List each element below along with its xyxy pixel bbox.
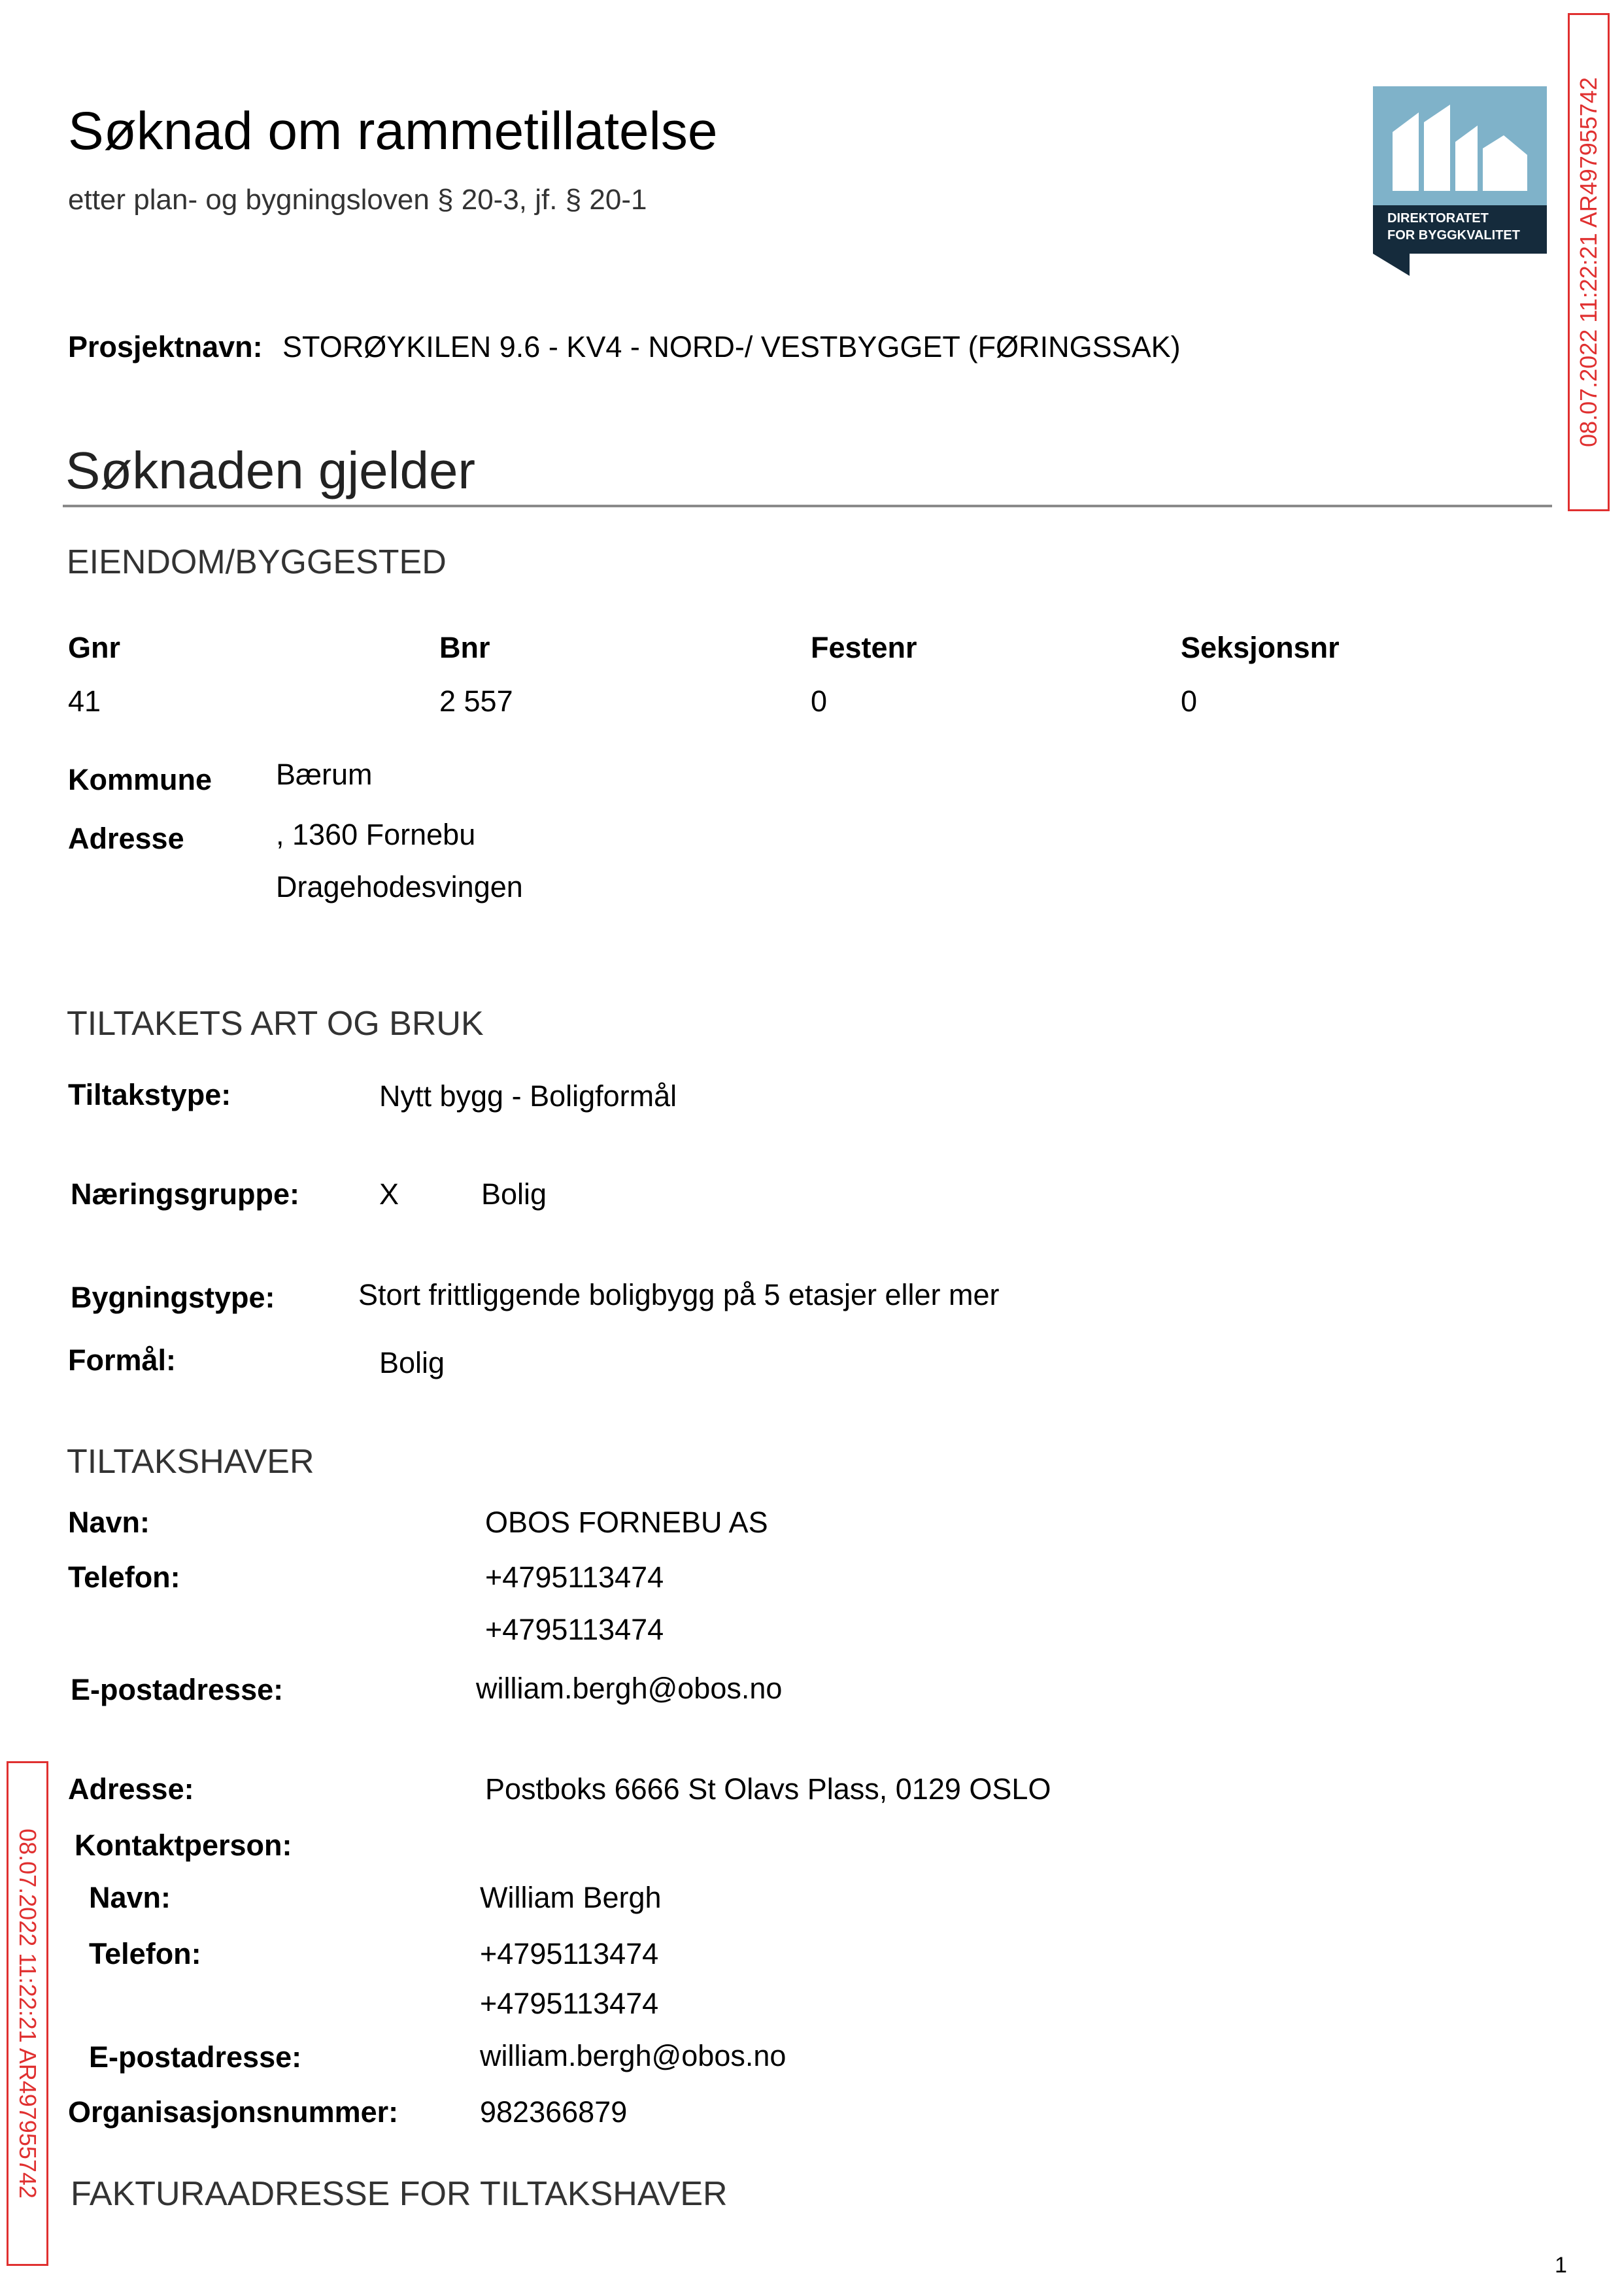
logo-line-2: FOR BYGGKVALITET (1387, 228, 1520, 243)
adresse-label: Adresse (68, 822, 184, 855)
project-label: Prosjektnavn: (68, 330, 263, 363)
th-telefon-label: Telefon: (68, 1560, 180, 1594)
orgnr-value: 982366879 (480, 2095, 628, 2129)
receipt-stamp-top-right (1568, 13, 1610, 511)
kp-telefon-2: +4795113474 (480, 1987, 659, 2020)
logo-line-1: DIREKTORATET (1387, 211, 1489, 226)
naeringsgruppe-label: Næringsgruppe: (71, 1177, 300, 1211)
kp-telefon-1: +4795113474 (480, 1937, 659, 1970)
document-subtitle: etter plan- og bygningsloven § 20-3, jf. § 20-1 (68, 184, 647, 216)
naeringsgruppe-code: X (379, 1177, 399, 1211)
th-navn-label: Navn: (68, 1506, 150, 1539)
document-title: Søknad om rammetillatelse (68, 101, 718, 161)
th-telefon-1: +4795113474 (485, 1560, 664, 1594)
th-adresse-value: Postboks 6666 St Olavs Plass, 0129 OSLO (485, 1772, 1051, 1806)
stamp-text-left: 08.07.2022 11:22:21 AR497955742 (14, 1829, 42, 2199)
formal-value: Bolig (379, 1346, 445, 1379)
kontaktperson-label: Kontaktperson: (75, 1829, 292, 1862)
bnr-label: Bnr (439, 631, 490, 664)
kp-navn-value: William Bergh (480, 1881, 662, 1914)
kp-epost-label: E-postadresse: (89, 2040, 302, 2074)
page-number: 1 (1555, 2253, 1567, 2278)
tiltakshaver-heading: TILTAKSHAVER (67, 1443, 314, 1481)
naeringsgruppe-value: Bolig (481, 1177, 547, 1211)
orgnr-label: Organisasjonsnummer: (68, 2095, 399, 2129)
adresse-line-2: Dragehodesvingen (276, 870, 523, 903)
adresse-line-1: , 1360 Fornebu (276, 818, 476, 851)
festenr-label: Festenr (811, 631, 917, 664)
th-epost-value: william.bergh@obos.no (476, 1672, 783, 1705)
section-title: Søknaden gjelder (65, 441, 476, 499)
seksjonsnr-value: 0 (1181, 684, 1198, 718)
bygningstype-value: Stort frittliggende boligbygg på 5 etasjer eller mer (358, 1278, 1000, 1311)
gnr-label: Gnr (68, 631, 121, 664)
th-telefon-2: +4795113474 (485, 1613, 664, 1646)
th-navn-value: OBOS FORNEBU AS (485, 1506, 768, 1539)
th-adresse-label: Adresse: (68, 1772, 194, 1806)
gnr-value: 41 (68, 684, 101, 718)
kommune-label: Kommune (68, 763, 212, 796)
dibk-logo-icon (1373, 86, 1547, 276)
bygningstype-label: Bygningstype: (71, 1281, 275, 1314)
formal-label: Formål: (68, 1343, 177, 1377)
th-epost-label: E-postadresse: (71, 1673, 284, 1706)
receipt-stamp-left (7, 1761, 48, 2266)
stamp-text-top: 08.07.2022 11:22:21 AR497955742 (1575, 77, 1602, 447)
project-value: STORØYKILEN 9.6 - KV4 - NORD-/ VESTBYGGET (FØRINGSSAK) (282, 330, 1181, 363)
kp-navn-label: Navn: (89, 1881, 171, 1914)
seksjonsnr-label: Seksjonsnr (1181, 631, 1340, 664)
kp-telefon-label: Telefon: (89, 1937, 201, 1970)
kommune-value: Bærum (276, 758, 373, 791)
bnr-value: 2 557 (439, 684, 513, 718)
kp-epost-value: william.bergh@obos.no (480, 2039, 787, 2072)
dibk-logo (1373, 86, 1547, 276)
tiltak-heading: TILTAKETS ART OG BRUK (67, 1005, 484, 1043)
section-divider (63, 505, 1552, 507)
festenr-value: 0 (811, 684, 828, 718)
faktura-heading: FAKTURAADRESSE FOR TILTAKSHAVER (71, 2175, 728, 2213)
tiltakstype-label: Tiltakstype: (68, 1078, 231, 1111)
eiendom-heading: EIENDOM/BYGGESTED (67, 543, 447, 581)
tiltakstype-value: Nytt bygg - Boligformål (379, 1079, 677, 1113)
